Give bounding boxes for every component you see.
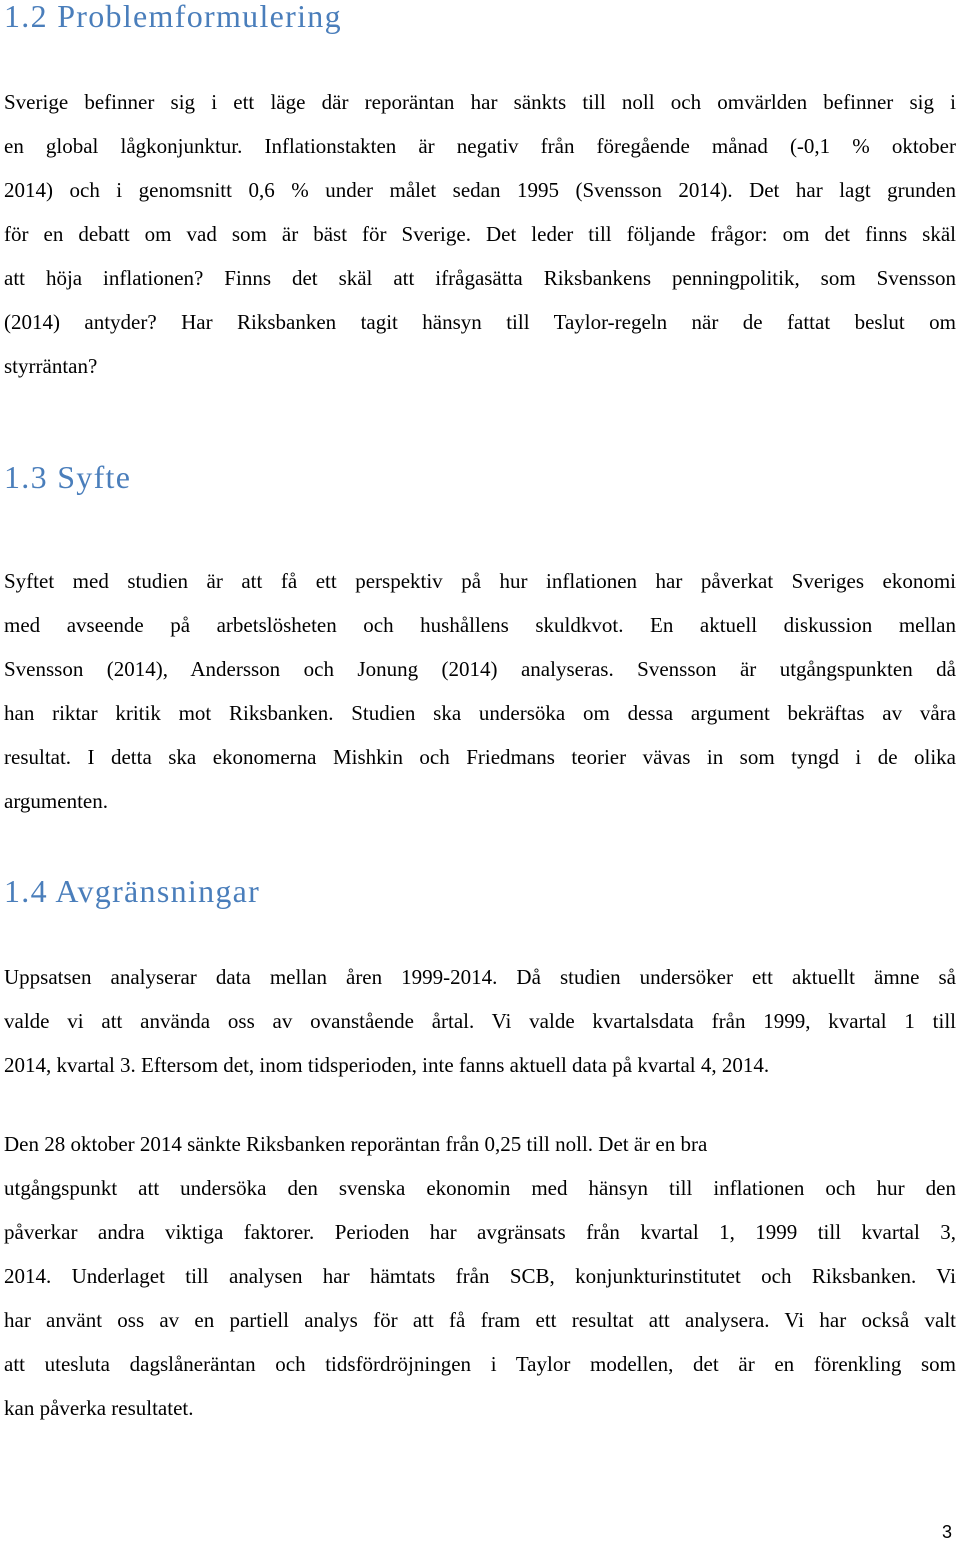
text-line: styrräntan? [4, 354, 98, 378]
text-line: Svensson (2014), Andersson och Jonung (2014) analyseras. Svensson är utgångspunkten då [4, 657, 956, 681]
text-line: resultat. I detta ska ekonomerna Mishkin och Friedmans teorier vävas in som tyngd i de olika [4, 745, 956, 769]
text-line: en global lågkonjunktur. Inflationstakten är negativ från föregående månad (-0,1 % oktober [4, 134, 956, 158]
section-heading-syfte: 1.3 Syfte [4, 459, 132, 495]
text-line: Syftet med studien är att få ett perspektiv på hur inflationen har påverkat Sveriges ekonomi [4, 569, 956, 593]
text-line: valde vi att använda oss av ovanstående årtal. Vi valde kvartalsdata från 1999, kvartal 1 till [4, 1009, 956, 1033]
text-line: kan påverka resultatet. [4, 1396, 194, 1420]
text-line: Uppsatsen analyserar data mellan åren 1999-2014. Då studien undersöker ett aktuellt ämne så [4, 965, 956, 989]
page-number: 3 [941, 1522, 952, 1542]
text-line: påverkar andra viktiga faktorer. Perioden har avgränsats från kvartal 1, 1999 till kvartal 3, [4, 1220, 956, 1244]
text-line: (2014) antyder? Har Riksbanken tagit hänsyn till Taylor-regeln när de fattat beslut om [4, 310, 956, 334]
section-heading-avgransningar: 1.4 Avgränsningar [4, 873, 261, 909]
text-line: med avseende på arbetslösheten och hushållens skuldkvot. En aktuell diskussion mellan [4, 613, 956, 637]
section-heading-problemformulering: 1.2 Problemformulering [4, 0, 342, 34]
paragraph-problemformulering [4, 80, 956, 388]
paragraph-avgransningar-1 [4, 955, 956, 1087]
text-line: 2014) och i genomsnitt 0,6 % under målet sedan 1995 (Svensson 2014). Det har lagt grunden [4, 178, 956, 202]
text-line: 2014. Underlaget till analysen har hämtats från SCB, konjunkturinstitutet och Riksbanken. Vi [4, 1264, 956, 1288]
text-line: utgångspunkt att undersöka den svenska ekonomin med hänsyn till inflationen och hur den [4, 1176, 956, 1200]
text-line: för en debatt om vad som är bäst för Sverige. Det leder till följande frågor: om det finns skäl [4, 222, 956, 246]
text-line: att utesluta dagslåneräntan och tidsfördröjningen i Taylor modellen, det är en förenkling som [4, 1352, 956, 1376]
text-line: han riktar kritik mot Riksbanken. Studien ska undersöka om dessa argument bekräftas av våra [4, 701, 956, 725]
paragraph-syfte [4, 559, 956, 823]
text-line: har använt oss av en partiell analys för att få fram ett resultat att analysera. Vi har också valt [4, 1308, 956, 1332]
paragraph-avgransningar-2 [4, 1122, 956, 1430]
text-line: att höja inflationen? Finns det skäl att ifrågasätta Riksbankens penningpolitik, som Svensson [4, 266, 956, 290]
text-line: Den 28 oktober 2014 sänkte Riksbanken reporäntan från 0,25 till noll. Det är en bra [4, 1132, 708, 1156]
text-line: 2014, kvartal 3. Eftersom det, inom tidsperioden, inte fanns aktuell data på kvartal 4, 2014. [4, 1053, 770, 1077]
text-line: Sverige befinner sig i ett läge där reporäntan har sänkts till noll och omvärlden befinner sig i [4, 90, 956, 114]
text-line: argumenten. [4, 789, 108, 813]
